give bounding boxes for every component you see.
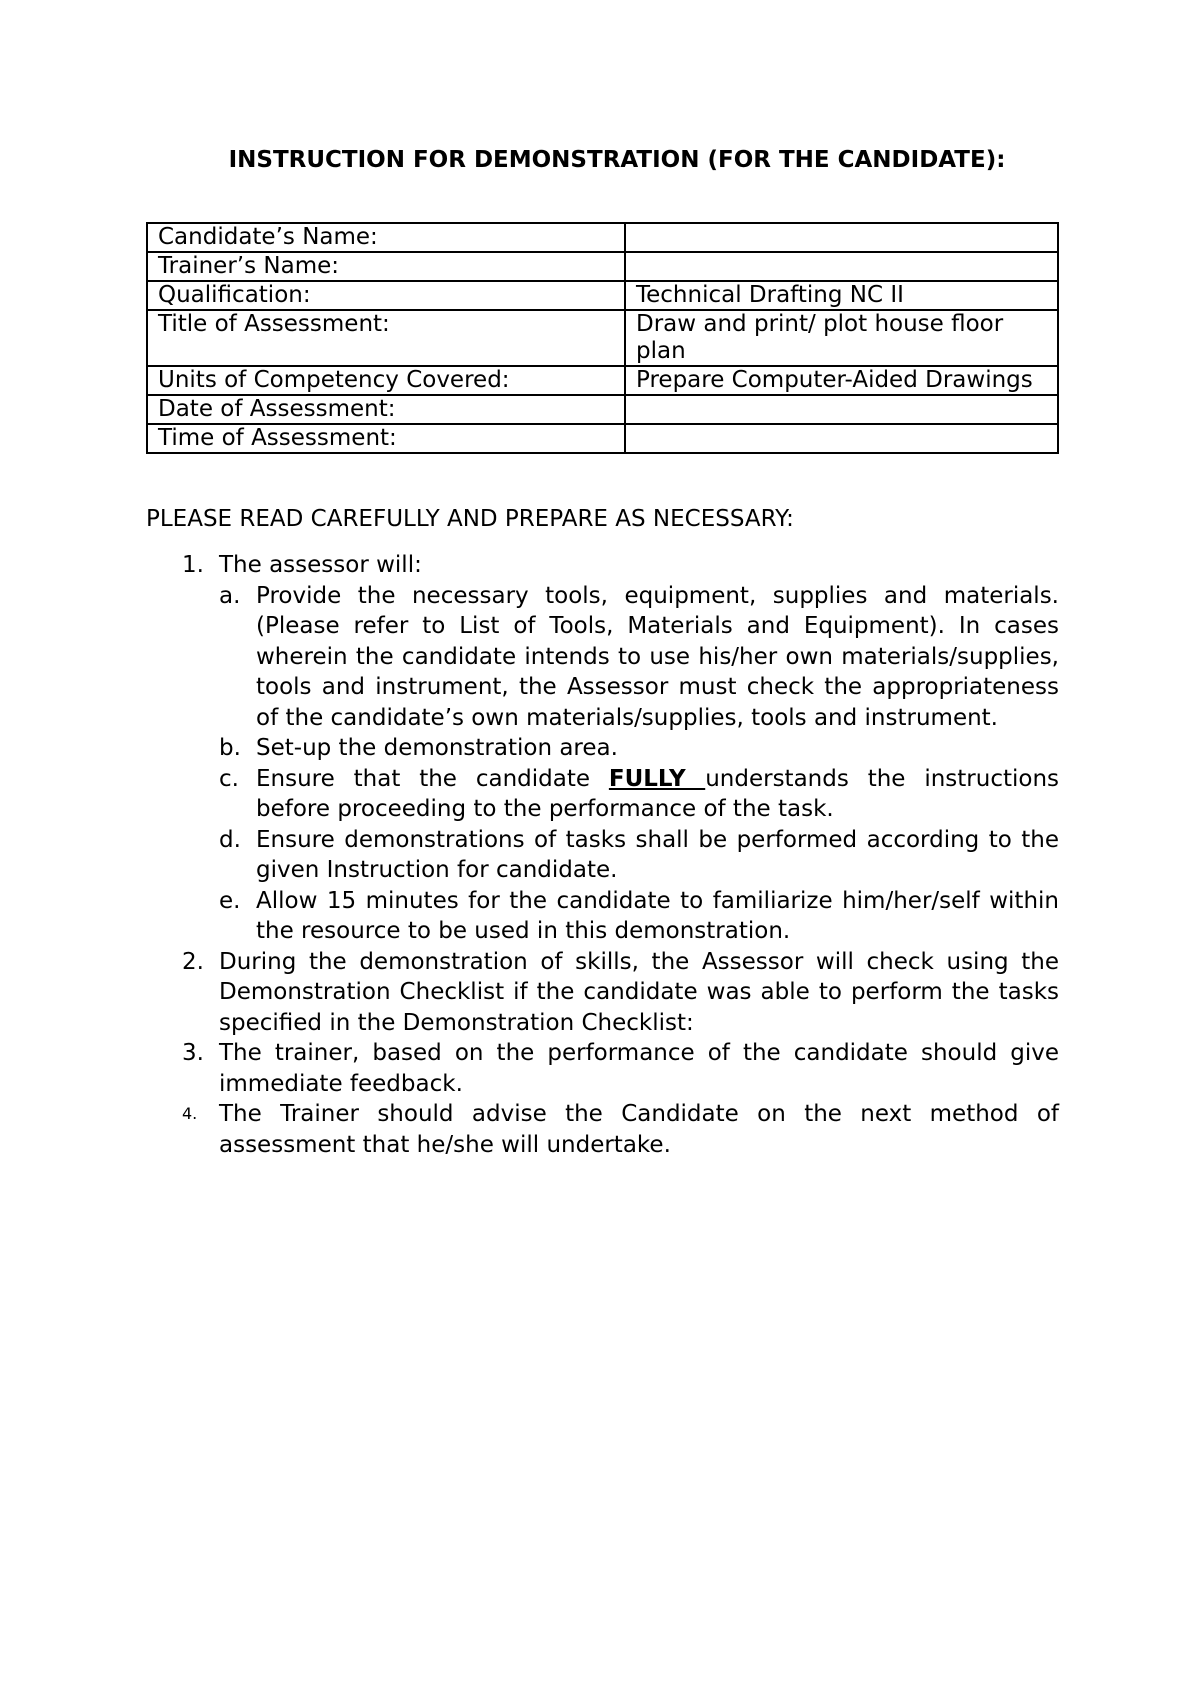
subitem-text: Ensure demonstrations of tasks shall be performed according to the given Instruction for candidate. [256, 826, 1059, 883]
section-heading: PLEASE READ CAREFULLY AND PREPARE AS NECESSARY: [146, 506, 794, 532]
list-item [146, 1099, 1059, 1160]
item-text: The Trainer should advise the Candidate on the next method of assessment that he/she will undertake. [219, 1101, 1059, 1158]
subitem-letter: e. [219, 887, 241, 914]
list-item [146, 1038, 1059, 1099]
subitem-text: Set-up the demonstration area. [256, 735, 618, 761]
item-number: 3. [182, 1040, 204, 1066]
subitem-text: Allow 15 minutes for the candidate to familiarize him/her/self within the resource to be used in this demonstration. [256, 887, 1059, 944]
subitem-letter: d. [219, 826, 241, 853]
table-row [147, 310, 1058, 366]
trainer-name-label: Trainer’s Name: [147, 252, 625, 281]
trainer-name-value [625, 252, 1058, 281]
units-covered-value: Prepare Computer-Aided Drawings [625, 366, 1058, 395]
assessment-time-label: Time of Assessment: [147, 424, 625, 453]
list-subitem [146, 764, 1059, 825]
assessment-time-value [625, 424, 1058, 453]
units-covered-label: Units of Competency Covered: [147, 366, 625, 395]
item-number: 1. [182, 552, 204, 578]
item-number: 4. [182, 1104, 198, 1123]
list-subitem [146, 886, 1059, 947]
list-subitem [146, 581, 1059, 734]
subitem-letter: a. [219, 582, 241, 609]
assessment-date-value [625, 395, 1058, 424]
qualification-label: Qualification: [147, 281, 625, 310]
item-text: During the demonstration of skills, the Assessor will check using the Demonstration Checklist if the candidate was able to perform the tasks specified in the Demonstration Checklist: [219, 948, 1059, 1036]
assessment-title-label: Title of Assessment: [147, 310, 625, 366]
assessment-title-value: Draw and print/ plot house floor plan [625, 310, 1058, 366]
subitem-letter: b. [219, 735, 241, 761]
qualification-value: Technical Drafting NC II [625, 281, 1058, 310]
list-item [146, 550, 1059, 581]
item-text: The assessor will: [219, 552, 422, 578]
list-subitem [146, 733, 1059, 764]
table-row [147, 281, 1058, 310]
subitem-letter: c. [219, 765, 239, 792]
list-item [146, 947, 1059, 1039]
table-row [147, 395, 1058, 424]
subitem-text: Provide the necessary tools, equipment, supplies and materials. (Please refer to List of Tools, Materials and Equipment). In cases wherein the candidate intends to use his/her own materials/supplies, tools and instrument, the Assessor must check the appropriateness of the candidate’s own materials/supplies, tools and instrument. [256, 582, 1059, 731]
table-row [147, 223, 1058, 252]
table-row [147, 252, 1058, 281]
document-title: INSTRUCTION FOR DEMONSTRATION (FOR THE CANDIDATE): [228, 147, 1006, 173]
assessment-info-table [146, 222, 1059, 454]
subitem-text-after: understands the instructions before proceeding to the performance of the task. [256, 765, 1060, 822]
table-row [147, 366, 1058, 395]
item-text: The trainer, based on the performance of the candidate should give immediate feedback. [219, 1040, 1059, 1097]
list-subitem [146, 825, 1059, 886]
candidate-name-value [625, 223, 1058, 252]
assessment-date-label: Date of Assessment: [147, 395, 625, 424]
candidate-name-label: Candidate’s Name: [147, 223, 625, 252]
subitem-text-before: Ensure that the candidate [256, 765, 609, 792]
emphasis-text: FULLY [608, 765, 706, 792]
item-number: 2. [182, 948, 204, 975]
instruction-list [146, 550, 1059, 1160]
table-row [147, 424, 1058, 453]
